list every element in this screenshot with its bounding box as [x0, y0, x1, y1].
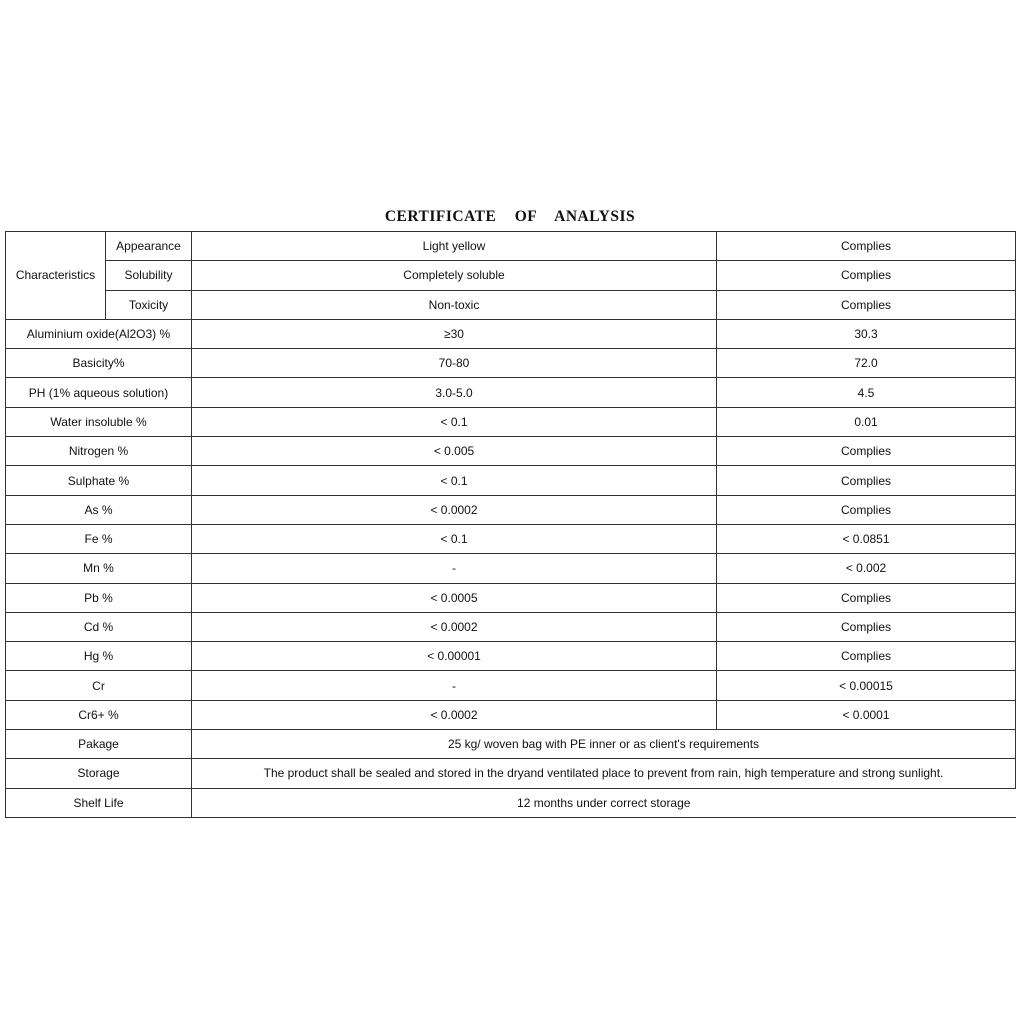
spec-cell: < 0.0002: [192, 700, 717, 729]
result-cell: < 0.002: [717, 554, 1016, 583]
item-cell: Water insoluble %: [6, 407, 192, 436]
result-cell: 72.0: [717, 349, 1016, 378]
table-row: [6, 466, 1016, 495]
result-cell: < 0.00015: [717, 671, 1016, 700]
result-cell: 4.5: [717, 378, 1016, 407]
result-cell: Complies: [717, 583, 1016, 612]
certificate-title: CERTIFICATE OF ANALYSIS: [384, 208, 636, 225]
item-cell: Solubility: [106, 261, 192, 290]
characteristics-label: Characteristics: [6, 232, 106, 320]
item-cell: Fe %: [6, 524, 192, 553]
result-cell: Complies: [717, 642, 1016, 671]
value-cell: 12 months under correct storage: [192, 788, 1016, 817]
spec-cell: 3.0-5.0: [192, 378, 717, 407]
result-cell: Complies: [717, 612, 1016, 641]
table-row: [6, 407, 1016, 436]
item-cell: Basicity%: [6, 349, 192, 378]
table-row: [6, 612, 1016, 641]
result-cell: Complies: [717, 437, 1016, 466]
table-row: [6, 583, 1016, 612]
item-cell: Appearance: [106, 232, 192, 261]
table-row: [6, 730, 1016, 759]
table-row: [6, 261, 1016, 290]
spec-cell: -: [192, 554, 717, 583]
item-cell: Cr: [6, 671, 192, 700]
table-row: [6, 437, 1016, 466]
item-cell: Pb %: [6, 583, 192, 612]
result-cell: < 0.0001: [717, 700, 1016, 729]
spec-cell: < 0.1: [192, 524, 717, 553]
item-cell: Nitrogen %: [6, 437, 192, 466]
item-cell: Storage: [6, 759, 192, 788]
spec-cell: ≥30: [192, 319, 717, 348]
result-cell: Complies: [717, 232, 1016, 261]
analysis-table: [5, 231, 1016, 818]
spec-cell: < 0.1: [192, 466, 717, 495]
table-row: [6, 700, 1016, 729]
item-cell: Shelf Life: [6, 788, 192, 817]
spec-cell: Light yellow: [192, 232, 717, 261]
spec-cell: 70-80: [192, 349, 717, 378]
item-cell: Pakage: [6, 730, 192, 759]
table-row: [6, 232, 1016, 261]
table-row: [6, 759, 1016, 788]
item-cell: Mn %: [6, 554, 192, 583]
table-row: [6, 788, 1016, 817]
value-cell: The product shall be sealed and stored in the dryand ventilated place to prevent from rain, high temperature and strong sunlight.: [192, 759, 1016, 788]
table-row: [6, 495, 1016, 524]
spec-cell: -: [192, 671, 717, 700]
item-cell: Cr6+ %: [6, 700, 192, 729]
item-cell: Hg %: [6, 642, 192, 671]
value-cell: 25 kg/ woven bag with PE inner or as client's requirements: [192, 730, 1016, 759]
table-row: [6, 642, 1016, 671]
table-row: [6, 671, 1016, 700]
spec-cell: Completely soluble: [192, 261, 717, 290]
item-cell: Sulphate %: [6, 466, 192, 495]
spec-cell: < 0.1: [192, 407, 717, 436]
table-row: [6, 378, 1016, 407]
spec-cell: < 0.005: [192, 437, 717, 466]
result-cell: Complies: [717, 290, 1016, 319]
spec-cell: < 0.0005: [192, 583, 717, 612]
item-cell: Toxicity: [106, 290, 192, 319]
spec-cell: < 0.00001: [192, 642, 717, 671]
spec-cell: < 0.0002: [192, 495, 717, 524]
table-row: [6, 290, 1016, 319]
item-cell: PH (1% aqueous solution): [6, 378, 192, 407]
item-cell: As %: [6, 495, 192, 524]
result-cell: Complies: [717, 495, 1016, 524]
table-row: [6, 554, 1016, 583]
table-row: [6, 349, 1016, 378]
item-cell: Aluminium oxide(Al2O3) %: [6, 319, 192, 348]
result-cell: Complies: [717, 261, 1016, 290]
spec-cell: Non-toxic: [192, 290, 717, 319]
item-cell: Cd %: [6, 612, 192, 641]
result-cell: Complies: [717, 466, 1016, 495]
result-cell: 30.3: [717, 319, 1016, 348]
result-cell: < 0.0851: [717, 524, 1016, 553]
spec-cell: < 0.0002: [192, 612, 717, 641]
table-row: [6, 524, 1016, 553]
table-row: [6, 319, 1016, 348]
result-cell: 0.01: [717, 407, 1016, 436]
